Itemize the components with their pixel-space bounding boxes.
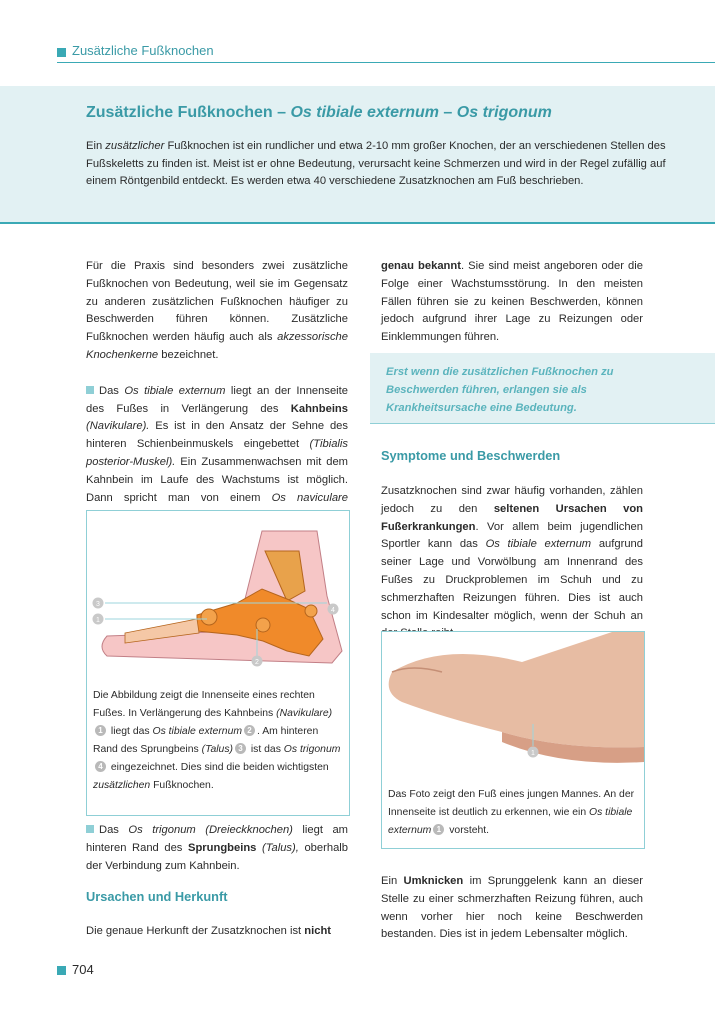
intro-text: Ein zusätzlicher Fußknochen ist ein rundlicher und etwa 2-10 mm großer Knochen, der an verschiedenen Stellen des Fußskeletts zu finden ist. Meist ist er ohne Bedeutung, verursacht keine Schmerzen und wird in der Regel zufällig auf einem Röntgenbild entdeckt. Es werden etwa 40 verschiedene Zusatzknochen am Fuß beschrieben. [86,140,666,187]
foot-skeleton-illustration [87,511,349,683]
footer-marker [57,966,66,975]
marker-1: 1 [96,617,100,624]
paragraph-herkunft: Die genaue Herkunft der Zusatzknochen ist nicht [86,925,332,937]
marker-3: 3 [96,601,100,608]
figure1-caption: Die Abbildung zeigt die Innenseite eines rechten Fußes. In Verlängerung des Kahnbeins (Navikulare)1 liegt das Os tibiale externum 2 . Am hinteren Rand des Sprungbeins (Talus) 3 ist das Os trigonum4 eingezeichnet. Dies sind die beiden wichtigsten zusätzlichen Fußknochen. [93,690,341,791]
right-column-top [381,258,643,347]
header-marker [57,48,66,57]
intro-title: Zusätzliche Fußknochen – Os tibiale externum – Os trigonum [86,104,552,121]
callout-text: Erst wenn die zusätzlichen Fußknochen zu Beschwerden führen, erlangen sie als Krankheitsursache eine Bedeutung. [386,366,614,414]
paragraph-os-trigonum: Das Os trigonum (Dreieckknochen) liegt am hinteren Rand des Sprungbeins (Talus), oberhalb der Verbindung zum Kahnbein. [86,824,348,872]
right-column-bottom [381,873,643,944]
paragraph-umknicken: Ein Umknicken im Sprunggelenk kann an dieser Stelle zu einer schmerzhaften Reizung führen, auch wenn vorher hier noch keine Beschwerden bestanden. Dies ist in jedem Lebensalter möglich. [381,875,643,941]
header-rule [57,62,715,63]
figure-foot-skeleton [86,510,350,816]
marker-2: 2 [255,659,259,666]
marker-1: 1 [531,750,535,757]
figure2-caption: Das Foto zeigt den Fuß eines jungen Mannes. An der Innenseite ist deutlich zu erkennen, wie ein Os tibiale externum 1 vorsteht. [388,789,635,836]
heading-ursachen: Ursachen und Herkunft [86,889,228,904]
paragraph-symptome: Zusatzknochen sind zwar häufig vorhanden, zählen jedoch zu den seltenen Ursachen von Fußerkrankungen. Vor allem beim jugendlichen Sportler kann das Os tibiale externum aufgrund seiner Lage und Vorwölbung am Innenrand des Fußes zu Druckproblemen im Schuh und zu schmerzhaften Reizungen führen. Dies ist auch schon im Kindesalter möglich, wenn der Schuh an [381,485,644,622]
figure-foot-photo [381,631,645,849]
paragraph-genau-bekannt: genau bekannt. Sie sind meist angeboren oder die Folge einer Wachstumsstörung. In den meisten Fällen führen sie zu keinen Beschwerden, können jedoch aufgrund ihrer Lage zu Reizungen oder Einklemmungen führen. [381,260,643,344]
left-column-top [86,258,348,525]
bullet-square-icon [86,825,94,833]
page-number: 704 [72,962,94,977]
bullet-square-icon [86,386,94,394]
header-title: Zusätzliche Fußknochen [72,43,214,58]
intro-box [0,86,715,224]
left-column-bottom [86,822,348,875]
running-header [0,40,715,66]
marker-4: 4 [331,607,335,614]
heading-symptome: Symptome und Beschwerden [381,448,561,463]
left-column-last [86,923,348,941]
foot-photo [382,632,644,782]
paragraph-praxis: Für die Praxis sind besonders zwei zusätzliche Fußknochen von Bedeutung, weil sie im Gegensatz zu anderen zusätzlichen Fußknochen häufiger zu Beschwerden führen können. Zusätzliche Fußknochen werden häufig auch als akzessorische Knochenkerne bezeichnet. [86,260,348,361]
callout-box [370,353,715,424]
right-column-middle [381,483,643,643]
paragraph-os-tibiale: Das Os tibiale externum liegt an der Innenseite des Fußes in Verlängerung des Kahnbeins (Navikulare). Es ist in den Ansatz der Sehne des hinteren Schienbeinmuskels eingebettet (Tibialis posterior-Muskel). Ein Zusammenwachsen mit dem Kahnbein im Laufe des Wachstums ist möglich. Dann spricht man von einem Os naviculare [86,384,348,504]
